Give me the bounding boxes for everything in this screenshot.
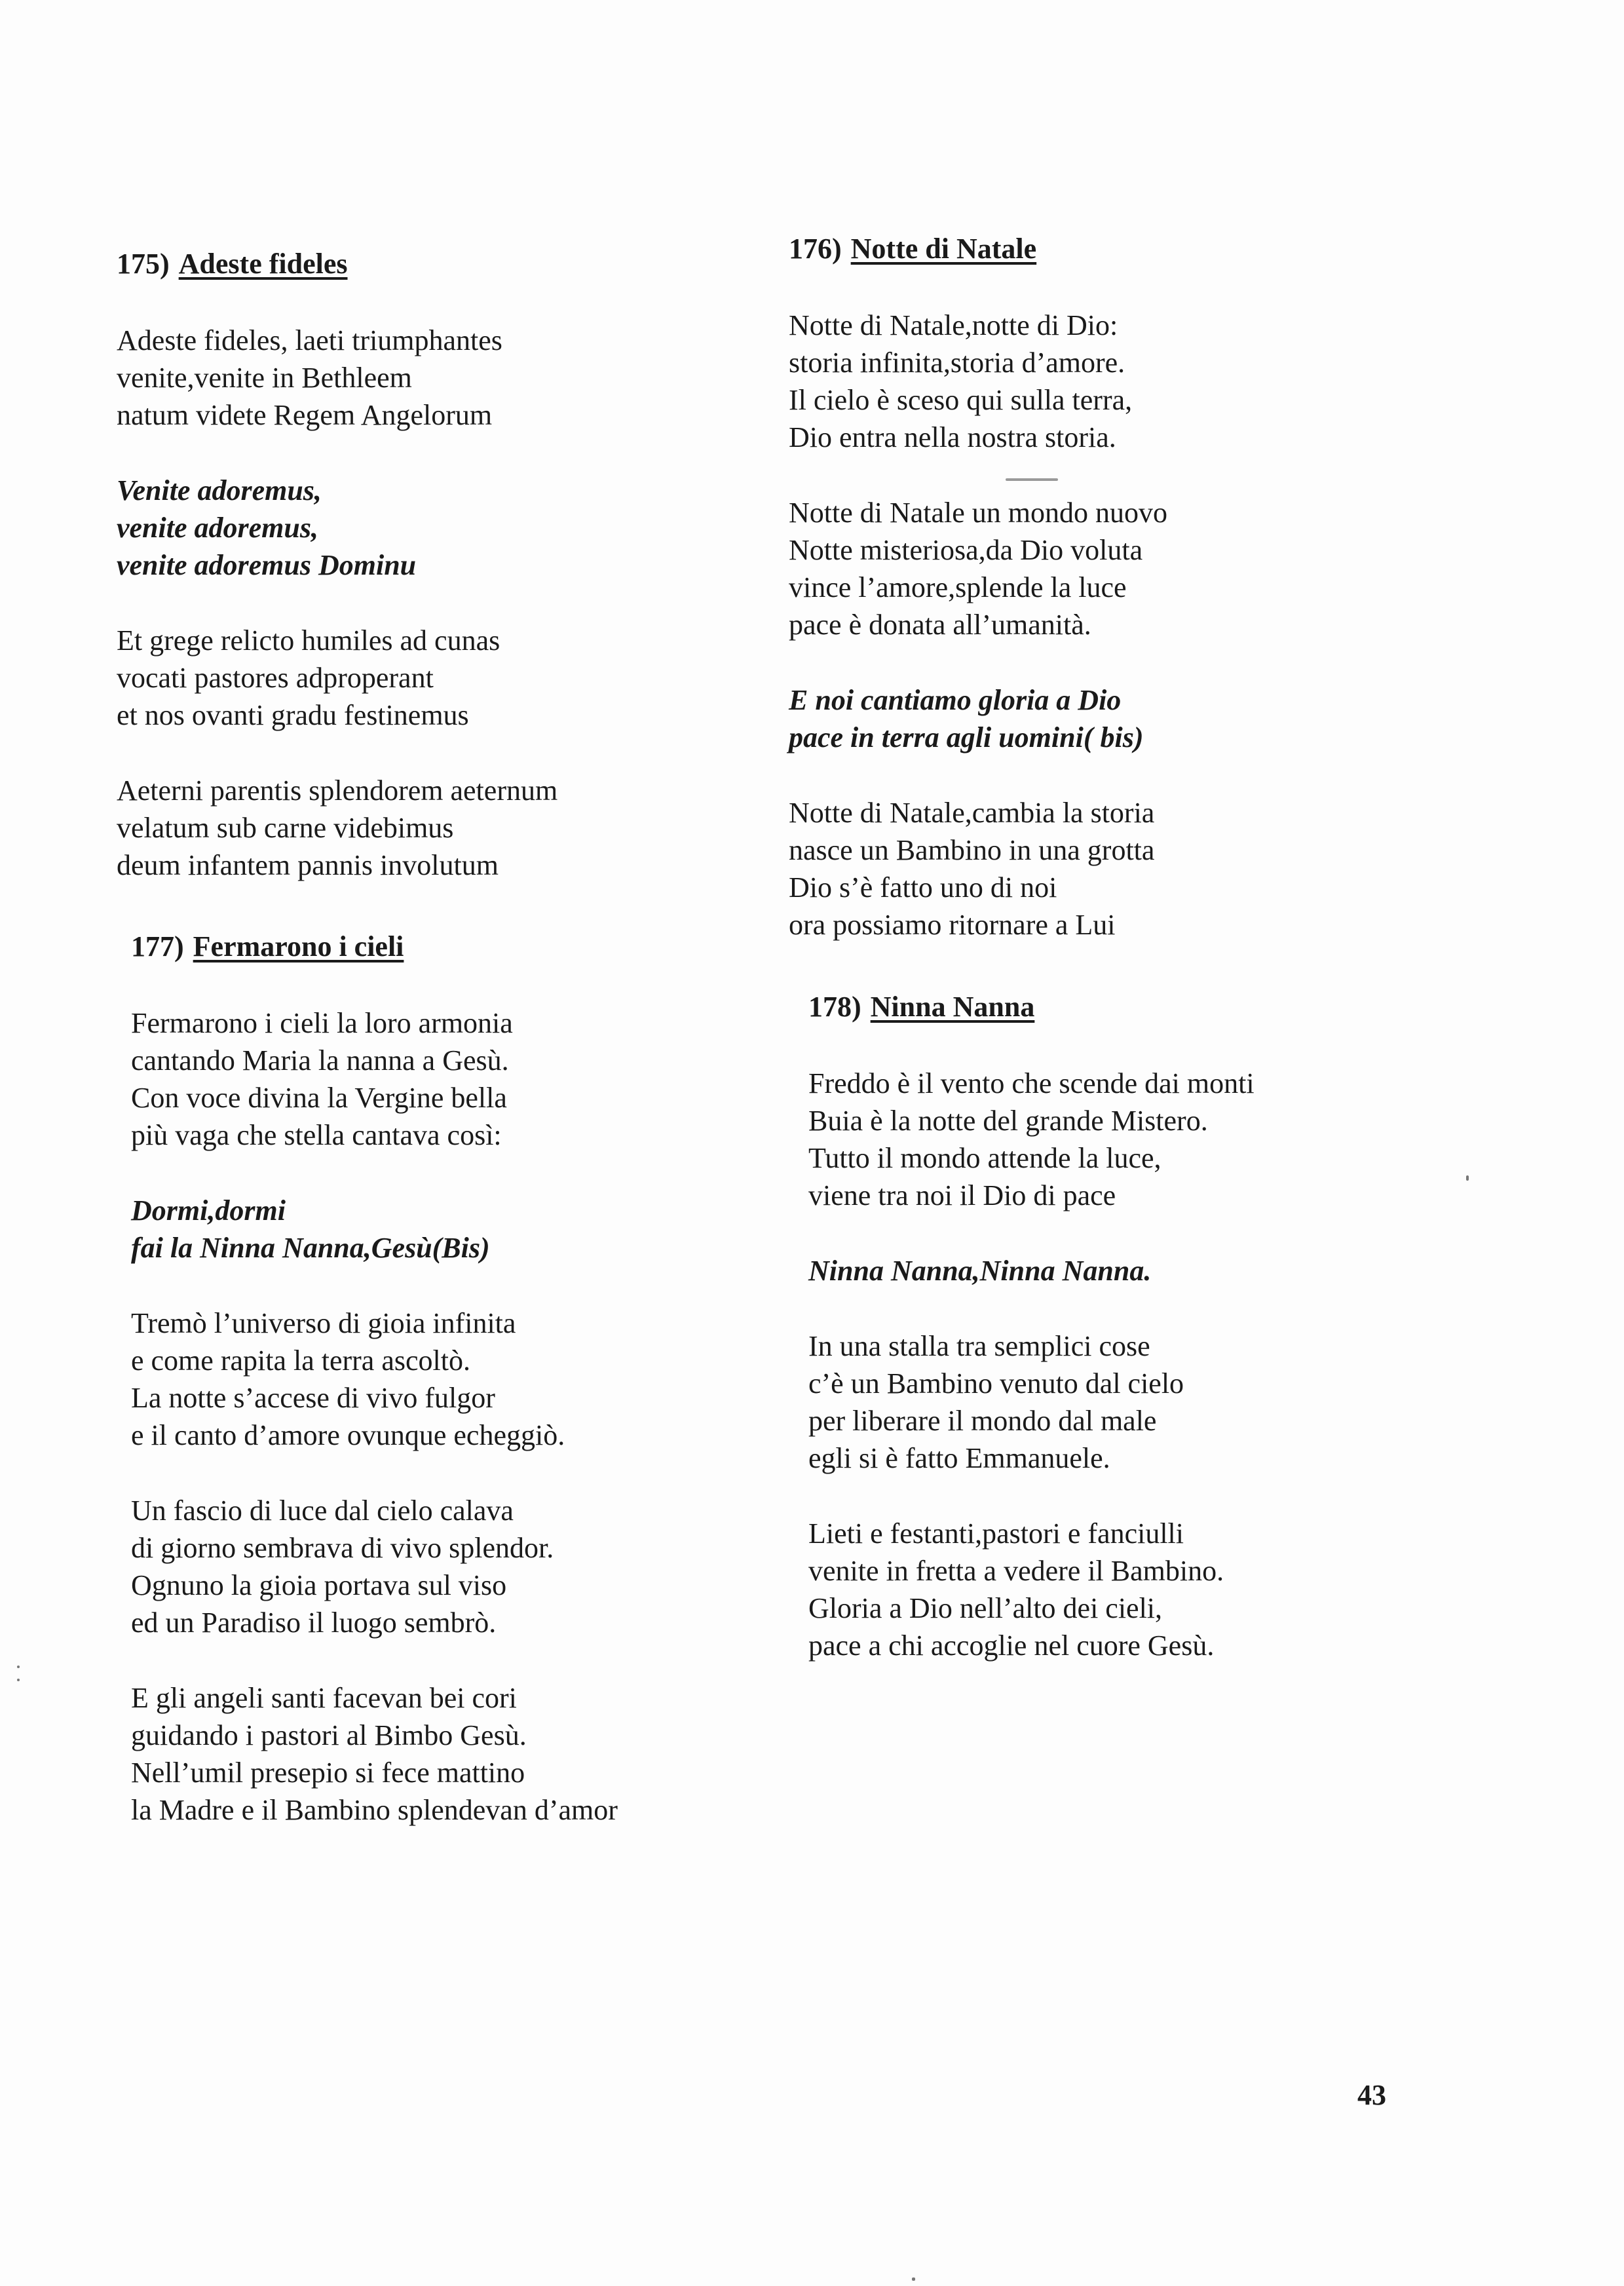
song-title-text: Ninna Nanna: [870, 991, 1035, 1023]
song-number: 176): [789, 233, 842, 265]
lyric-line: venite,venite in Bethleem: [117, 362, 412, 394]
lyric-line: Dio entra nella nostra storia.: [789, 421, 1116, 453]
lyric-line: E noi cantiamo gloria a Dio: [789, 684, 1122, 716]
verse-stanza: [117, 622, 557, 734]
lyric-line: più vaga che stella cantava così:: [131, 1119, 502, 1151]
verse-stanza: [131, 1004, 618, 1154]
lyric-line: Notte di Natale,cambia la storia: [789, 797, 1155, 829]
lyric-line: c’è un Bambino venuto dal cielo: [808, 1367, 1184, 1400]
song-title-text: Fermarono i cieli: [193, 930, 404, 962]
lyric-line: ora possiamo ritornare a Lui: [789, 909, 1116, 941]
lyric-line: Buia è la notte del grande Mistero.: [808, 1105, 1208, 1137]
verse-stanza: [808, 1065, 1255, 1214]
verse-stanza: [131, 1305, 618, 1454]
song-177: [131, 928, 618, 1867]
lyric-line: guidando i pastori al Bimbo Gesù.: [131, 1719, 527, 1751]
refrain-stanza: [789, 681, 1167, 756]
lyric-line: viene tra noi il Dio di pace: [808, 1179, 1116, 1211]
lyric-line: di giorno sembrava di vivo splendor.: [131, 1532, 554, 1564]
lyric-line: Ninna Nanna,Ninna Nanna.: [808, 1255, 1152, 1287]
lyric-line: Adeste fideles, laeti triumphantes: [117, 324, 502, 356]
song-number: 177): [131, 930, 184, 962]
song-title-text: Notte di Natale: [850, 233, 1037, 265]
lyric-line: Tremò l’universo di gioia infinita: [131, 1307, 516, 1339]
lyric-line: Aeterni parentis splendorem aeternum: [117, 774, 558, 807]
lyric-line: Gloria a Dio nell’alto dei cieli,: [808, 1592, 1163, 1624]
lyric-line: Nell’umil presepio si fece mattino: [131, 1757, 525, 1789]
song-title: [131, 928, 618, 965]
verse-stanza: [117, 772, 557, 884]
lyric-line: nasce un Bambino in una grotta: [789, 834, 1155, 866]
lyric-line: pace in terra agli uomini( bis): [789, 721, 1144, 753]
verse-stanza: [131, 1492, 618, 1641]
song-number: 178): [808, 991, 861, 1023]
lyric-line: E gli angeli santi facevan bei cori: [131, 1682, 517, 1714]
refrain-stanza: [131, 1192, 618, 1267]
lyric-line: Un fascio di luce dal cielo calava: [131, 1495, 514, 1527]
lyric-line: venite adoremus Dominu: [117, 549, 417, 581]
lyric-line: Notte di Natale un mondo nuovo: [789, 497, 1168, 529]
lyric-line: cantando Maria la nanna a Gesù.: [131, 1044, 509, 1076]
lyric-line: Venite adoremus,: [117, 474, 322, 506]
lyric-line: deum infantem pannis involutum: [117, 849, 499, 881]
verse-stanza: [808, 1515, 1255, 1664]
lyric-line: et nos ovanti gradu festinemus: [117, 699, 469, 731]
song-title: [117, 245, 557, 282]
lyric-line: per liberare il mondo dal male: [808, 1405, 1157, 1437]
lyric-line: velatum sub carne videbimus: [117, 812, 454, 844]
lyric-line: Et grege relicto humiles ad cunas: [117, 624, 500, 657]
lyric-line: venite in fretta a vedere il Bambino.: [808, 1555, 1224, 1587]
verse-stanza: [789, 307, 1167, 456]
lyric-line: Notte di Natale,notte di Dio:: [789, 309, 1118, 341]
lyric-line: la Madre e il Bambino splendevan d’amor: [131, 1794, 618, 1826]
lyric-line: vocati pastores adproperant: [117, 662, 434, 694]
page-number: 43: [1357, 2079, 1386, 2111]
lyric-line: venite adoremus,: [117, 512, 318, 544]
lyric-line: Dormi,dormi: [131, 1194, 286, 1227]
scan-speck: [912, 2277, 915, 2281]
scan-speck: [1006, 478, 1058, 481]
lyric-line: e come rapita la terra ascoltò.: [131, 1344, 470, 1377]
lyric-line: pace è donata all’umanità.: [789, 609, 1091, 641]
song-175: [117, 245, 557, 922]
verse-stanza: [789, 494, 1167, 643]
song-178: [808, 988, 1255, 1702]
lyric-line: ed un Paradiso il luogo sembrò.: [131, 1607, 497, 1639]
scan-speck: [17, 1679, 20, 1681]
lyric-line: Fermarono i cieli la loro armonia: [131, 1007, 513, 1039]
lyric-line: Ognuno la gioia portava sul viso: [131, 1569, 507, 1601]
lyric-line: In una stalla tra semplici cose: [808, 1330, 1150, 1362]
scan-speck: [1466, 1175, 1469, 1181]
song-title: [808, 988, 1255, 1025]
song-title: [789, 230, 1167, 267]
song-number: 175): [117, 248, 170, 280]
lyric-line: fai la Ninna Nanna,Gesù(Bis): [131, 1232, 490, 1264]
lyric-line: La notte s’accese di vivo fulgor: [131, 1382, 495, 1414]
song-176: [789, 230, 1167, 981]
verse-stanza: [117, 322, 557, 434]
lyric-line: storia infinita,storia d’amore.: [789, 347, 1125, 379]
lyric-line: Freddo è il vento che scende dai monti: [808, 1067, 1255, 1099]
lyric-line: egli si è fatto Emmanuele.: [808, 1442, 1110, 1474]
lyric-line: Il cielo è sceso qui sulla terra,: [789, 384, 1133, 416]
lyric-line: Lieti e festanti,pastori e fanciulli: [808, 1517, 1184, 1550]
refrain-stanza: [117, 472, 557, 584]
verse-stanza: [131, 1679, 618, 1829]
song-title-text: Adeste fideles: [178, 248, 348, 280]
refrain-stanza: [808, 1252, 1255, 1289]
lyric-line: e il canto d’amore ovunque echeggiò.: [131, 1419, 565, 1451]
lyric-line: natum videte Regem Angelorum: [117, 399, 493, 431]
lyric-line: Tutto il mondo attende la luce,: [808, 1142, 1161, 1174]
lyric-line: Con voce divina la Vergine bella: [131, 1082, 507, 1114]
verse-stanza: [789, 794, 1167, 943]
verse-stanza: [808, 1327, 1255, 1477]
lyric-line: vince l’amore,splende la luce: [789, 571, 1127, 603]
scan-speck: [17, 1666, 20, 1668]
lyric-line: Notte misteriosa,da Dio voluta: [789, 534, 1143, 566]
lyric-line: Dio s’è fatto uno di noi: [789, 871, 1057, 904]
lyric-line: pace a chi accoglie nel cuore Gesù.: [808, 1629, 1215, 1662]
